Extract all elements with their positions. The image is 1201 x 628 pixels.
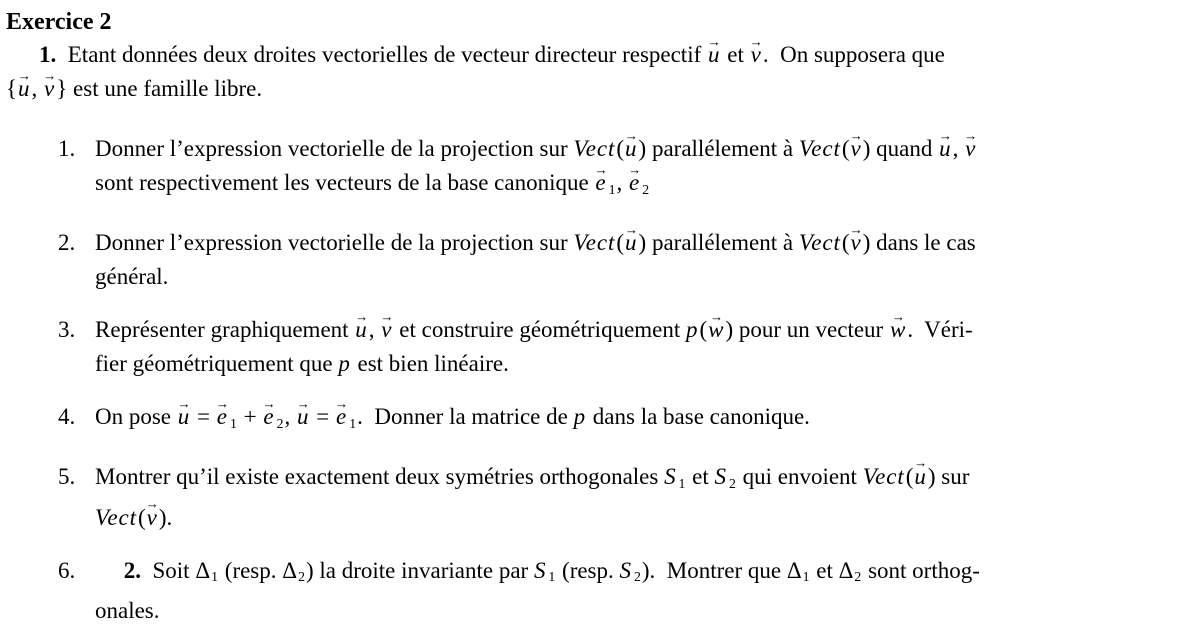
text-segment: général. [95, 263, 169, 289]
item-content [95, 554, 1191, 628]
text-segment: = [310, 403, 335, 429]
math-symbol: S [533, 557, 547, 583]
vector-symbol: v → [751, 43, 761, 66]
text-segment: , [368, 316, 381, 342]
text-segment: et [721, 42, 750, 67]
text-segment: ) parallélement à [638, 229, 799, 255]
item-line [95, 594, 1191, 628]
text-segment: ). Montrer que Δ [641, 557, 802, 583]
text-segment: , [284, 403, 296, 429]
item-number: 3. [58, 316, 76, 342]
math-symbol: p [686, 316, 699, 342]
text-segment: . Donner la matrice de [357, 403, 574, 429]
text-segment: ) la droite invariante par [305, 557, 534, 583]
item-number: 2. [58, 229, 76, 255]
vector-symbol: v → [851, 137, 861, 160]
bold-marker: 2. [123, 557, 141, 583]
list-item [6, 400, 1191, 441]
text-segment: ( [905, 463, 914, 489]
text-segment: ( [841, 136, 850, 161]
text-segment: + [237, 403, 263, 429]
text-segment: Soit Δ [152, 557, 211, 583]
vector-symbol: v → [965, 137, 975, 160]
text-segment: { [6, 76, 18, 101]
text-segment: ( [616, 136, 625, 161]
vector-symbol: e → [263, 405, 273, 428]
math-symbol: Vect [95, 504, 137, 530]
text-segment: est bien linéaire. [351, 350, 509, 376]
vector-symbol: u → [355, 318, 367, 341]
intro-line [6, 72, 1191, 106]
vector-symbol: u → [18, 77, 30, 100]
math-symbol: Vect [573, 136, 616, 161]
subscript: 2 [276, 415, 284, 431]
item-line [95, 166, 1191, 207]
bold-marker: 1. [39, 42, 57, 67]
math-symbol: S [619, 557, 632, 583]
vector-symbol: w → [708, 318, 723, 341]
vector-symbol: u → [625, 137, 637, 160]
item-line [95, 132, 1191, 166]
vector-symbol: u → [625, 231, 637, 254]
item-content [95, 400, 1191, 441]
vector-symbol: u → [178, 405, 190, 428]
item-line [95, 400, 1191, 441]
subscript: 1 [211, 569, 219, 585]
exercise-list [6, 132, 1191, 628]
text-segment: onales. [95, 598, 160, 624]
vector-symbol: u → [914, 465, 926, 488]
vector-symbol: v → [44, 77, 54, 100]
vector-symbol: e → [217, 405, 227, 428]
subscript: 2 [298, 569, 305, 585]
vector-symbol: v → [851, 231, 861, 254]
math-symbol: S [664, 463, 677, 489]
text-segment: sont orthog- [862, 557, 980, 583]
math-symbol: p [338, 350, 351, 376]
subscript: 1 [678, 475, 686, 491]
item-line [95, 260, 1191, 294]
vector-symbol: e → [336, 405, 346, 428]
subscript: 2 [728, 475, 736, 491]
text-segment: Etant données deux droites vectorielles de vecteur directeur respectif [67, 42, 707, 67]
subscript: 1 [548, 569, 556, 585]
text-segment: Représenter graphiquement [95, 316, 355, 342]
text-segment: et construire géométriquement [393, 316, 687, 342]
subscript: 1 [608, 181, 616, 197]
subscript: 2 [633, 569, 641, 585]
item-line [95, 501, 1191, 535]
subscript: 1 [229, 415, 237, 431]
text-segment: ) dans le cas [862, 229, 976, 255]
item-line [95, 226, 1191, 260]
vector-symbol: e → [595, 171, 605, 194]
math-symbol: Vect [798, 136, 841, 161]
list-item [6, 460, 1191, 535]
text-segment: ). [158, 504, 173, 530]
item-number: 1. [58, 136, 76, 161]
vector-symbol: u → [939, 137, 951, 160]
exercise-title: Exercice 2 [6, 9, 112, 35]
text-segment: ) quand [862, 136, 939, 161]
text-segment: ( [841, 229, 850, 255]
item-content [95, 132, 1191, 207]
text-segment: , [952, 136, 965, 161]
math-symbol: Vect [798, 229, 841, 255]
text-segment: ( [699, 316, 708, 342]
vector-symbol: v → [147, 506, 157, 529]
text-segment: } est une famille libre. [56, 76, 263, 101]
text-segment: Montrer qu’il existe exactement deux symétries orthogonales [95, 463, 665, 489]
vector-symbol: u → [708, 43, 720, 66]
text-segment: Donner l’expression vectorielle de la projection sur [95, 229, 574, 255]
item-content [95, 460, 1191, 535]
item-line [95, 313, 1191, 347]
vector-symbol: u → [297, 405, 309, 428]
text-segment: sont respectivement les vecteurs de la base canonique [95, 170, 595, 195]
list-item [6, 313, 1191, 381]
text-segment: , [31, 76, 44, 101]
math-symbol: Vect [573, 229, 616, 255]
text-segment: et [686, 463, 715, 489]
text-segment: ) sur [927, 463, 970, 489]
subscript: 2 [854, 569, 862, 585]
list-item [6, 226, 1191, 294]
text-segment: ( [138, 504, 146, 530]
item-line [95, 460, 1191, 501]
vector-symbol: e → [629, 171, 639, 194]
math-symbol: S [714, 463, 727, 489]
text-segment: . Véri- [907, 316, 973, 342]
subscript: 1 [349, 415, 357, 431]
item-number: 6. [58, 557, 76, 583]
intro-paragraph [6, 38, 1191, 106]
text-segment: On pose [95, 403, 177, 429]
intro-line [6, 38, 1191, 72]
text-segment: , [616, 170, 629, 195]
text-segment: ( [616, 229, 625, 255]
math-symbol: p [573, 403, 587, 429]
text-segment: (resp. [556, 557, 620, 583]
text-segment: (resp. Δ [219, 557, 298, 583]
text-segment: et Δ [810, 557, 854, 583]
text-segment: fier géométriquement que [95, 350, 339, 376]
item-number: 4. [58, 403, 76, 429]
math-symbol: Vect [862, 463, 905, 489]
subscript: 2 [642, 181, 650, 197]
item-line [95, 554, 1191, 595]
text-segment: ) pour un vecteur [725, 316, 889, 342]
subscript: 1 [802, 569, 810, 585]
item-content [95, 226, 1191, 294]
item-content [95, 313, 1191, 381]
item-line [95, 347, 1191, 381]
item-number: 5. [58, 463, 76, 489]
vector-symbol: w → [890, 318, 905, 341]
text-segment: Donner l’expression vectorielle de la projection sur [95, 136, 574, 161]
list-item [6, 554, 1191, 628]
text-segment: dans la base canonique. [587, 403, 810, 429]
text-segment: ) parallélement à [638, 136, 799, 161]
text-segment: . On supposera que [762, 42, 945, 67]
vector-symbol: v → [381, 318, 391, 341]
text-segment: qui envoient [736, 463, 863, 489]
text-segment: = [191, 403, 216, 429]
list-item [6, 132, 1191, 207]
